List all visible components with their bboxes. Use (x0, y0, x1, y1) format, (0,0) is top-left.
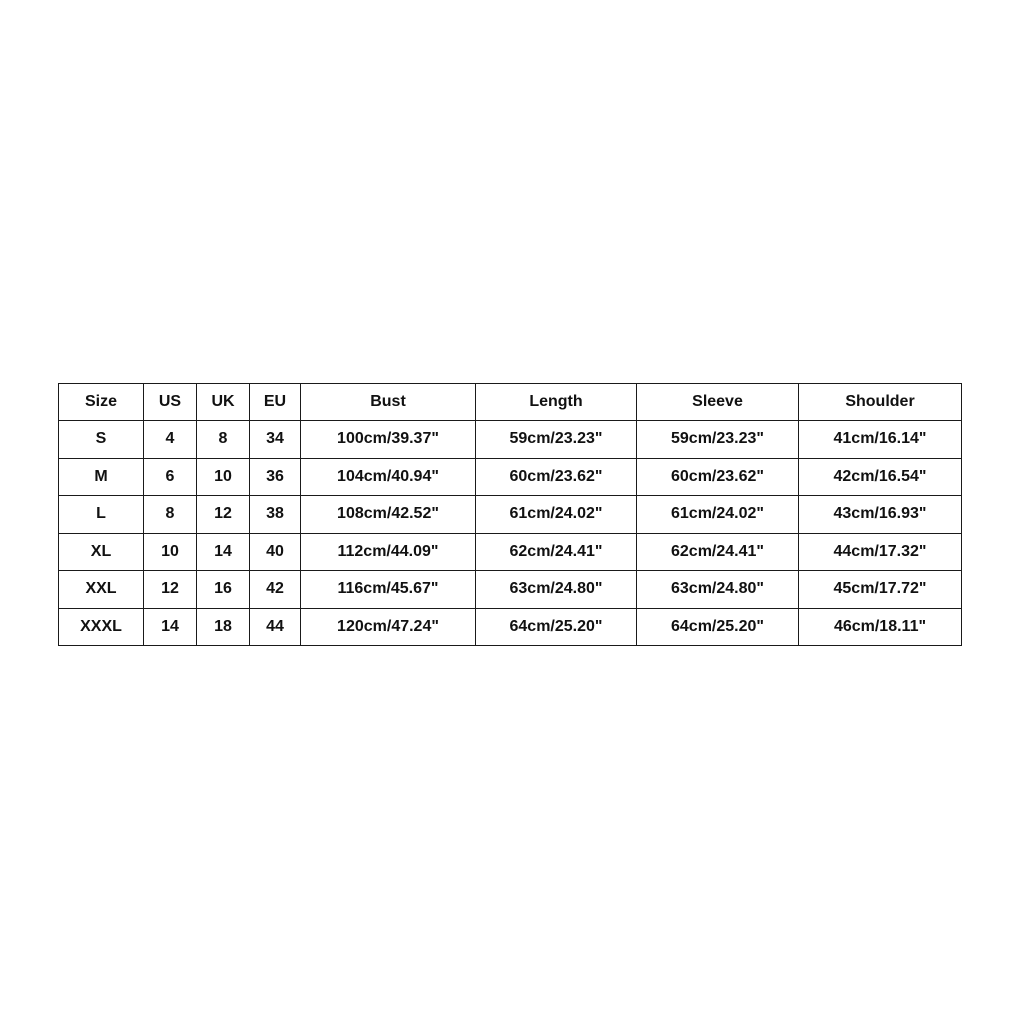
cell-sleeve: 62cm/24.41" (637, 533, 799, 571)
cell-uk: 18 (197, 608, 250, 646)
cell-bust: 108cm/42.52" (301, 496, 476, 534)
cell-us: 10 (144, 533, 197, 571)
cell-shoulder: 41cm/16.14" (799, 421, 962, 459)
cell-uk: 8 (197, 421, 250, 459)
header-bust: Bust (301, 384, 476, 421)
cell-size: M (59, 458, 144, 496)
cell-shoulder: 44cm/17.32" (799, 533, 962, 571)
cell-shoulder: 45cm/17.72" (799, 571, 962, 609)
table-row (59, 421, 962, 459)
cell-length: 61cm/24.02" (476, 496, 637, 534)
header-uk: UK (197, 384, 250, 421)
cell-shoulder: 46cm/18.11" (799, 608, 962, 646)
cell-eu: 38 (250, 496, 301, 534)
cell-eu: 44 (250, 608, 301, 646)
cell-bust: 100cm/39.37" (301, 421, 476, 459)
cell-bust: 112cm/44.09" (301, 533, 476, 571)
cell-uk: 10 (197, 458, 250, 496)
header-row (59, 384, 962, 421)
cell-length: 60cm/23.62" (476, 458, 637, 496)
header-shoulder: Shoulder (799, 384, 962, 421)
header-length: Length (476, 384, 637, 421)
header-size: Size (59, 384, 144, 421)
header-eu: EU (250, 384, 301, 421)
cell-length: 64cm/25.20" (476, 608, 637, 646)
cell-sleeve: 60cm/23.62" (637, 458, 799, 496)
cell-us: 14 (144, 608, 197, 646)
cell-eu: 42 (250, 571, 301, 609)
cell-length: 62cm/24.41" (476, 533, 637, 571)
cell-length: 59cm/23.23" (476, 421, 637, 459)
cell-us: 6 (144, 458, 197, 496)
cell-size: S (59, 421, 144, 459)
cell-uk: 12 (197, 496, 250, 534)
cell-size: XXXL (59, 608, 144, 646)
cell-sleeve: 59cm/23.23" (637, 421, 799, 459)
cell-size: XL (59, 533, 144, 571)
cell-eu: 36 (250, 458, 301, 496)
cell-bust: 120cm/47.24" (301, 608, 476, 646)
table-row (59, 533, 962, 571)
cell-shoulder: 42cm/16.54" (799, 458, 962, 496)
table-row (59, 608, 962, 646)
table-row (59, 496, 962, 534)
table-row (59, 571, 962, 609)
size-chart-table (58, 383, 962, 646)
cell-sleeve: 61cm/24.02" (637, 496, 799, 534)
table-row (59, 458, 962, 496)
cell-sleeve: 63cm/24.80" (637, 571, 799, 609)
cell-eu: 34 (250, 421, 301, 459)
header-sleeve: Sleeve (637, 384, 799, 421)
cell-uk: 16 (197, 571, 250, 609)
cell-bust: 116cm/45.67" (301, 571, 476, 609)
cell-us: 12 (144, 571, 197, 609)
cell-size: L (59, 496, 144, 534)
cell-bust: 104cm/40.94" (301, 458, 476, 496)
cell-sleeve: 64cm/25.20" (637, 608, 799, 646)
header-us: US (144, 384, 197, 421)
cell-us: 4 (144, 421, 197, 459)
cell-shoulder: 43cm/16.93" (799, 496, 962, 534)
cell-eu: 40 (250, 533, 301, 571)
cell-size: XXL (59, 571, 144, 609)
cell-length: 63cm/24.80" (476, 571, 637, 609)
cell-us: 8 (144, 496, 197, 534)
cell-uk: 14 (197, 533, 250, 571)
